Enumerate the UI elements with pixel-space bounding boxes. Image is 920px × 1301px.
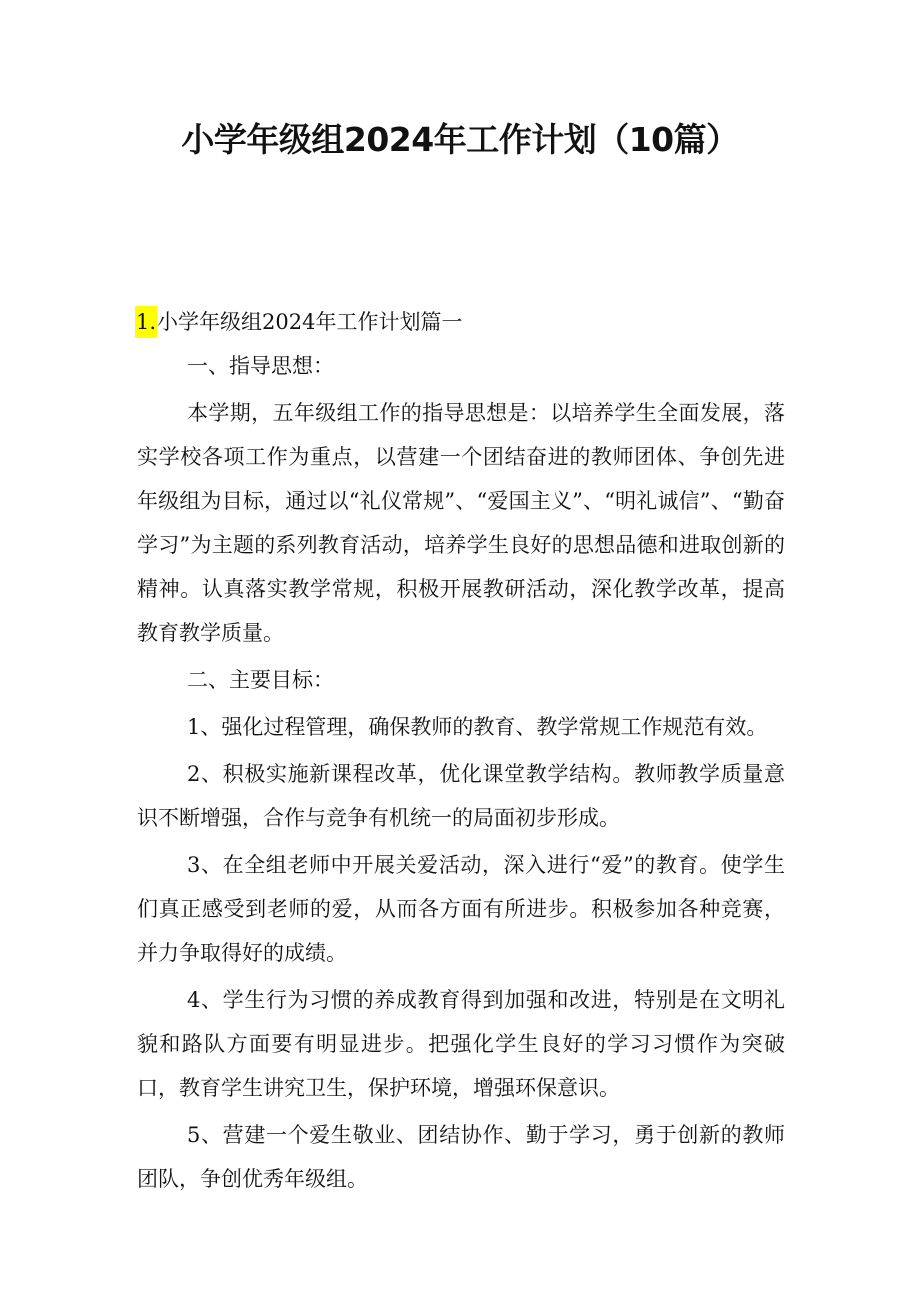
heading-guiding-ideology: 一、指导思想：	[187, 354, 334, 378]
document-body	[137, 300, 785, 1201]
heading-main-goals: 二、主要目标：	[187, 668, 334, 692]
goal-item-2: 2、积极实施新课程改革，优化课堂教学结构。教师教学质量意识不断增强，合作与竞争有机统一的局面初步形成。	[137, 762, 785, 830]
goal-item-5: 5、营建一个爱生敬业、团结协作、勤于学习，勇于创新的教师团队，争创优秀年级组。	[137, 1123, 785, 1191]
section-heading-text: 小学年级组2024年工作计划篇一	[157, 310, 463, 334]
goal-item-3: 3、在全组老师中开展关爱活动，深入进行“爱”的教育。使学生们真正感受到老师的爱，从而各方面有所进步。积极参加各种竞赛，并力争取得好的成绩。	[137, 853, 785, 965]
goal-item-4: 4、学生行为习惯的养成教育得到加强和改进，特别是在文明礼貌和路队方面要有明显进步。把强化学生良好的学习习惯作为突破口，教育学生讲究卫生，保护环境，增强环保意识。	[137, 988, 785, 1100]
document-title: 小学年级组2024年工作计划（10篇）	[181, 120, 739, 159]
section-heading	[135, 300, 785, 344]
paragraph-guiding-ideology: 本学期，五年级组工作的指导思想是：以培养学生全面发展，落实学校各项工作为重点，以营建一个团结奋进的教师团体、争创先进年级组为目标，通过以“礼仪常规”、“爱国主义”、“明礼诚信”、“勤奋学习”为主题的系列教育活动，培养学生良好的思想品德和进取创新的精神。认真落实教学常规，积极开展教研活动，深化教学改革，提高教育教学质量。	[137, 401, 785, 645]
goal-item-1: 1、强化过程管理，确保教师的教育、教学常规工作规范有效。	[187, 715, 768, 739]
section-number-highlight: 1.	[135, 306, 157, 338]
